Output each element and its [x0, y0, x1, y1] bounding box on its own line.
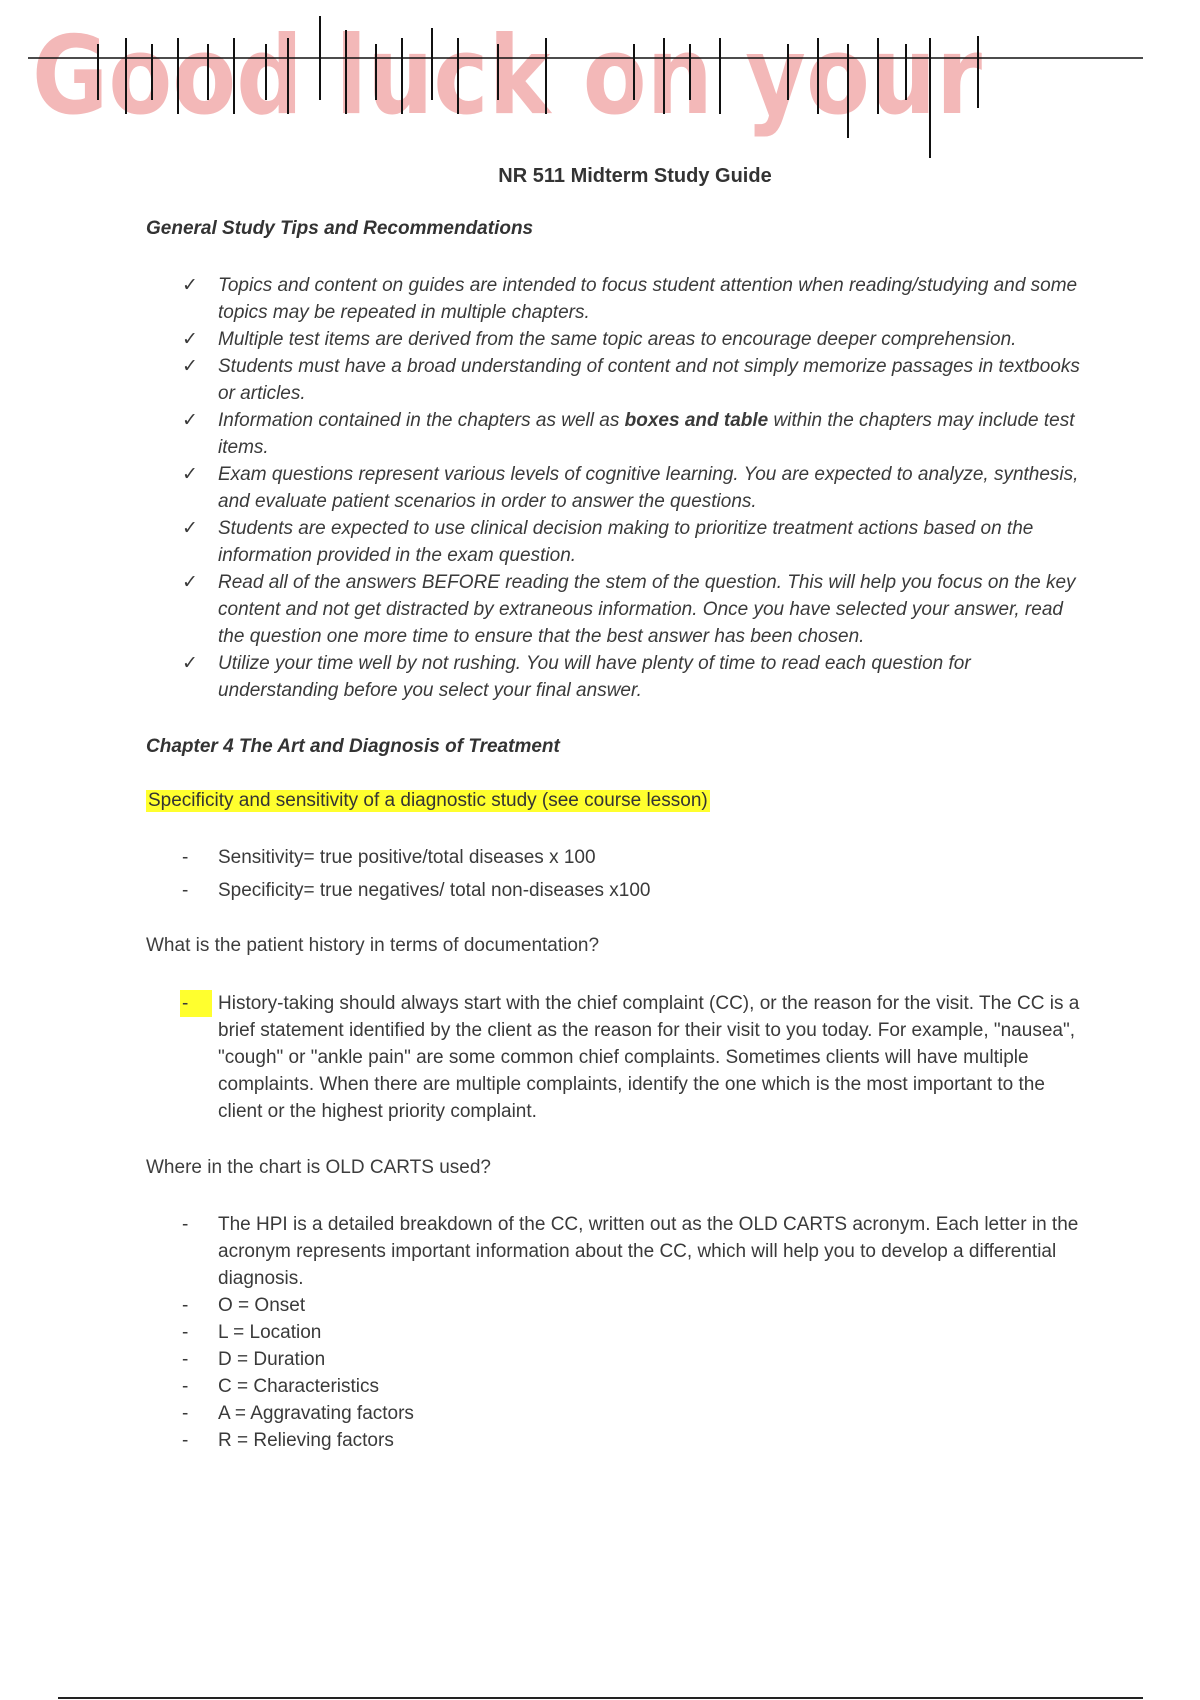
check-icon: ✓: [182, 572, 198, 593]
page-title: NR 511 Midterm Study Guide: [498, 165, 772, 187]
dash-bullet: -: [180, 990, 212, 1017]
list-item: ✓ Students must have a broad understanding of content and not simply memorize passages in textbooks or articles.: [182, 353, 1082, 407]
chapter-heading: Chapter 4 The Art and Diagnosis of Treatment: [146, 736, 560, 757]
check-icon: ✓: [182, 410, 198, 431]
check-icon: ✓: [182, 518, 198, 539]
page-bottom-rule: [58, 1697, 1143, 1699]
list-item: ✓ Exam questions represent various levels of cognitive learning. You are expected to analyze, synthesis, and evaluate patient scenarios in order to answer the questions.: [182, 461, 1082, 515]
dash-bullet: -: [182, 1214, 189, 1235]
tips-list: [182, 272, 1082, 704]
history-list: [182, 990, 1082, 1125]
dash-bullet: -: [182, 880, 189, 901]
check-icon: ✓: [182, 464, 198, 485]
dash-bullet: -: [182, 1295, 189, 1316]
history-question: What is the patient history in terms of documentation?: [146, 935, 600, 956]
list-item: ✓ Utilize your time well by not rushing. You will have plenty of time to read each question for understanding before you select your final answer.: [182, 650, 1082, 704]
watermark: [28, 8, 1148, 168]
list-item: ✓ Students are expected to use clinical decision making to prioritize treatment actions based on the information provided in the exam question.: [182, 515, 1082, 569]
list-item: - History-taking should always start with the chief complaint (CC), or the reason for the visit. The CC is a brief statement identified by the client as the reason for their visit to you today. For example, "nausea", "cough" or "ankle pain" are some common chief complaints. Sometimes clients will have multiple complaints. When there are multiple complaints, identify the one which is the most important to the client or the highest priority complaint.: [182, 990, 1082, 1125]
oldcarts-question: Where in the chart is OLD CARTS used?: [146, 1157, 491, 1178]
list-item: - D = Duration: [182, 1346, 1082, 1373]
watermark-graphic: [28, 8, 1148, 168]
oldcarts-list: [182, 1211, 1082, 1454]
dash-bullet: -: [182, 1349, 189, 1370]
check-icon: ✓: [182, 275, 198, 296]
tips-heading: General Study Tips and Recommendations: [146, 218, 534, 239]
list-item: - O = Onset: [182, 1292, 1082, 1319]
watermark-text: Good luck on your: [32, 14, 982, 139]
check-icon: ✓: [182, 653, 198, 674]
list-item: ✓ Topics and content on guides are intended to focus student attention when reading/studying and some topics may be repeated in multiple chapters.: [182, 272, 1082, 326]
list-item: - A = Aggravating factors: [182, 1400, 1082, 1427]
list-item: - L = Location: [182, 1319, 1082, 1346]
dash-bullet: -: [182, 1376, 189, 1397]
list-item: - C = Characteristics: [182, 1373, 1082, 1400]
dash-bullet: -: [182, 1430, 189, 1451]
dash-bullet: -: [182, 1403, 189, 1424]
formula-list: [182, 844, 1082, 904]
list-item: - The HPI is a detailed breakdown of the CC, written out as the OLD CARTS acronym. Each letter in the acronym represents important information about the CC, which will help you to develop a differential diagnosis.: [182, 1211, 1082, 1292]
check-icon: ✓: [182, 356, 198, 377]
list-item: - Sensitivity= true positive/total diseases x 100: [182, 844, 1082, 871]
check-icon: ✓: [182, 329, 198, 350]
list-item: ✓ Information contained in the chapters as well as boxes and table within the chapters may include test items.: [182, 407, 1082, 461]
dash-bullet: -: [182, 1322, 189, 1343]
highlighted-topic: Specificity and sensitivity of a diagnostic study (see course lesson): [148, 790, 708, 811]
list-item: - Specificity= true negatives/ total non-diseases x100: [182, 877, 1082, 904]
dash-bullet: -: [182, 847, 189, 868]
list-item: ✓ Read all of the answers BEFORE reading the stem of the question. This will help you focus on the key content and not get distracted by extraneous information. Once you have selected your answer, read the question one more time to ensure that the best answer has been chosen.: [182, 569, 1082, 650]
bold-phrase: boxes and table: [624, 410, 769, 431]
list-item: - R = Relieving factors: [182, 1427, 1082, 1454]
list-item: ✓ Multiple test items are derived from the same topic areas to encourage deeper comprehension.: [182, 326, 1082, 353]
